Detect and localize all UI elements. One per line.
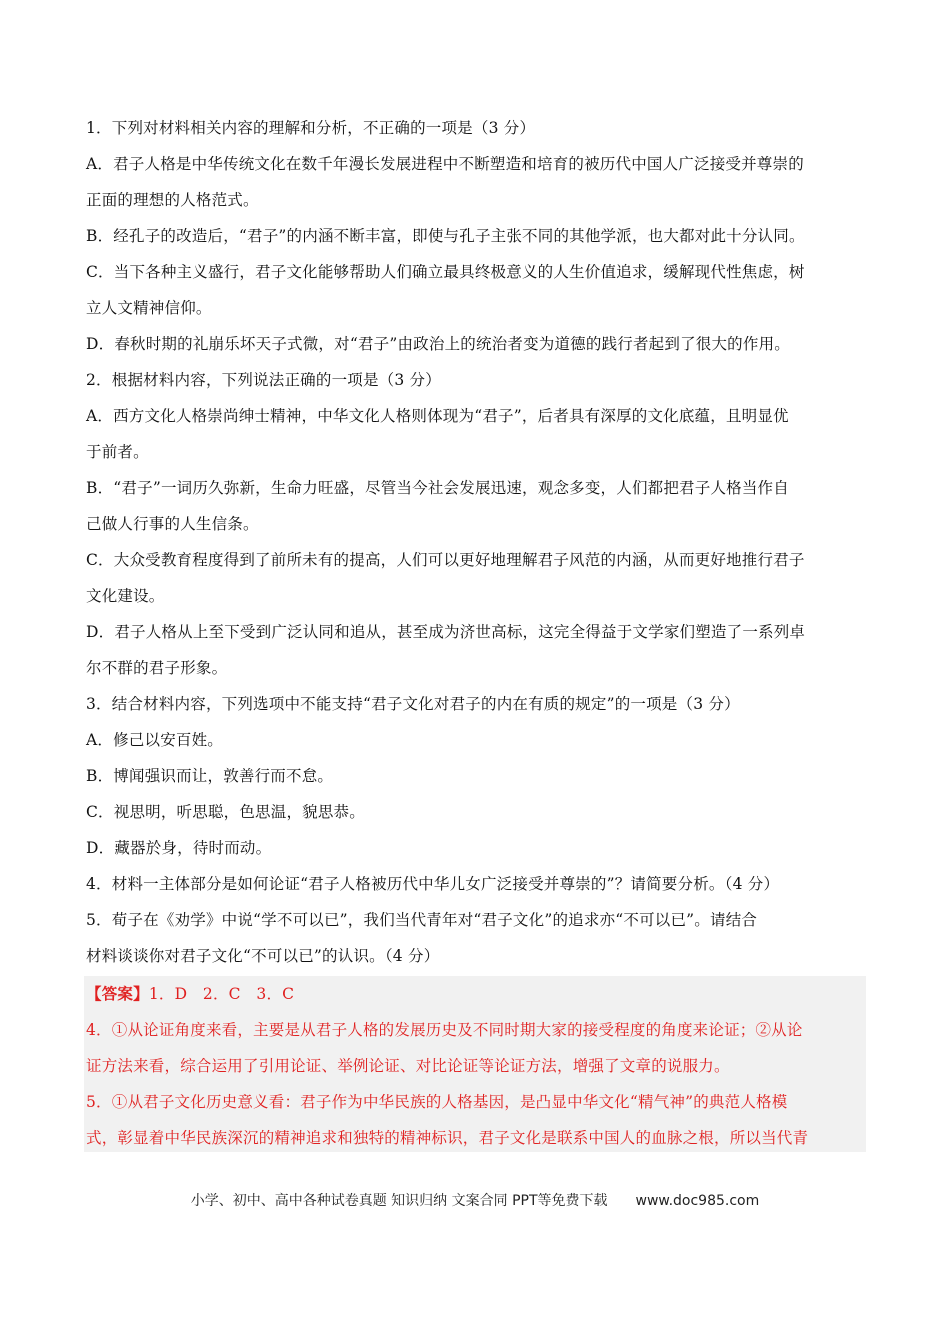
answer-section (86, 976, 866, 1156)
question-3-option-c: C．视思明，听思聪，色思温，貌思恭。 (86, 803, 365, 821)
question-1-option-b: B．经孔子的改造后，“君子”的内涵不断丰富，即使与孔子主张不同的其他学派，也大都对此十分认同。 (86, 227, 805, 245)
answer-5-line-2: 式，彰显着中华民族深沉的精神追求和独特的精神标识，君子文化是联系中国人的血脉之根，所以当代青 (86, 1129, 809, 1147)
question-4-stem: 4．材料一主体部分是如何论证“君子人格被历代中华儿女广泛接受并尊崇的”？请简要分析。（4 分） (86, 875, 780, 893)
footer-text: 小学、初中、高中各种试卷真题 知识归纳 文案合同 PPT等免费下载 (190, 1193, 608, 1209)
answer-choices-line (86, 976, 866, 1012)
question-1-stem: 1．下列对材料相关内容的理解和分析，不正确的一项是（3 分） (86, 119, 536, 137)
question-3-option-a: A．修己以安百姓。 (86, 731, 223, 749)
answer-4-line-2: 证方法来看，综合运用了引用论证、举例论证、对比论证等论证方法，增强了文章的说服力。 (86, 1057, 730, 1075)
questions-section (86, 110, 866, 974)
question-2-option-b-line-2: 己做人行事的人生信条。 (86, 515, 259, 533)
question-2-option-c-line-1: C．大众受教育程度得到了前所未有的提高，人们可以更好地理解君子风范的内涵，从而更好地推行君子 (86, 551, 805, 569)
question-1-option-a-line-2: 正面的理想的人格范式。 (86, 191, 259, 209)
question-2-option-a-line-1: A．西方文化人格崇尚绅士精神，中华文化人格则体现为“君子”，后者具有深厚的文化底蕴，且明显优 (86, 407, 789, 425)
question-2-stem: 2．根据材料内容，下列说法正确的一项是（3 分） (86, 371, 441, 389)
question-1-option-c-line-1: C．当下各种主义盛行，君子文化能够帮助人们确立最具终极意义的人生价值追求，缓解现代性焦虑，树 (86, 263, 805, 281)
footer-url[interactable]: www.doc985.com (635, 1193, 760, 1209)
answer-4-line-1: 4．①从论证角度来看，主要是从君子人格的发展历史及不同时期大家的接受程度的角度来论证；②从论 (86, 1021, 803, 1039)
question-3-option-d: D．藏器於身，待时而动。 (86, 839, 272, 857)
question-2-option-d-line-2: 尔不群的君子形象。 (86, 659, 228, 677)
question-1-option-a-line-1: A．君子人格是中华传统文化在数千年漫长发展进程中不断塑造和培育的被历代中国人广泛接受并尊崇的 (86, 155, 804, 173)
question-1-option-c-line-2: 立人文精神信仰。 (86, 299, 212, 317)
answer-label: 【答案】 (86, 984, 149, 1003)
question-5-stem-line-2: 材料谈谈你对君子文化“不可以已”的认识。（4 分） (86, 947, 440, 965)
answer-5-line-1: 5．①从君子文化历史意义看：君子作为中华民族的人格基因，是凸显中华文化“精气神”的典范人格模 (86, 1093, 788, 1111)
question-2-option-c-line-2: 文化建设。 (86, 587, 165, 605)
page-footer (0, 1190, 950, 1210)
question-1-option-d: D．春秋时期的礼崩乐坏天子式微，对“君子”由政治上的统治者变为道德的践行者起到了很大的作用。 (86, 335, 790, 353)
question-2-option-a-line-2: 于前者。 (86, 443, 149, 461)
question-3-stem: 3．结合材料内容，下列选项中不能支持“君子文化对君子的内在有质的规定”的一项是（3 分） (86, 695, 740, 713)
question-5-stem-line-1: 5．荀子在《劝学》中说“学不可以已”，我们当代青年对“君子文化”的追求亦“不可以已”。请结合 (86, 911, 758, 929)
question-2-option-d-line-1: D．君子人格从上至下受到广泛认同和追从，甚至成为济世高标，这完全得益于文学家们塑造了一系列卓 (86, 623, 806, 641)
question-3-option-b: B．博闻强识而让，敦善行而不怠。 (86, 767, 334, 785)
question-2-option-b-line-1: B．“君子”一词历久弥新，生命力旺盛，尽管当今社会发展迅速，观念多变，人们都把君子人格当作自 (86, 479, 789, 497)
answer-choices: 1．D 2．C 3．C (148, 985, 295, 1003)
